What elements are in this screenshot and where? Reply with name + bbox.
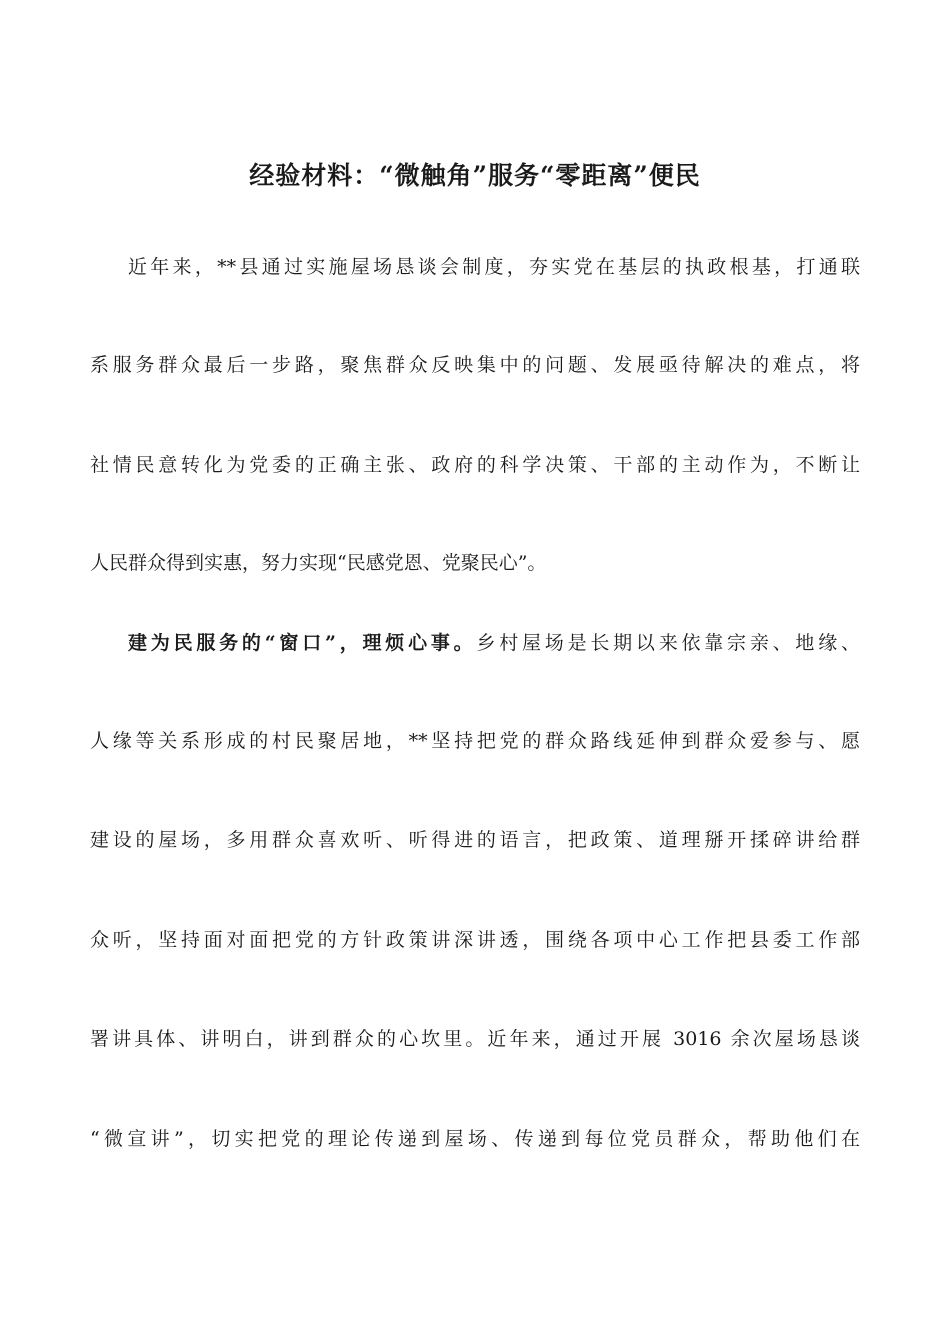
paragraph-line: 近年来，**县通过实施屋场恳谈会制度，夯实党在基层的执政根基，打通联 [128,256,860,278]
paragraph-line: 众听，坚持面对面把党的方针政策讲深讲透，围绕各项中心工作把县委工作部 [90,929,860,951]
paragraph-line-text: 乡村屋场是长期以来依靠宗亲、地缘、 [476,632,860,654]
paragraph-line: 社情民意转化为党委的正确主张、政府的科学决策、干部的主动作为，不断让 [90,454,860,476]
paragraph-line: 人民群众得到实惠，努力实现“民感党恩、党聚民心”。 [90,552,547,574]
paragraph-line [128,628,860,658]
paragraph-line: “微宣讲”，切实把党的理论传递到屋场、传递到每位党员群众，帮助他们在 [90,1128,860,1150]
paragraph-line: 系服务群众最后一步路，聚焦群众反映集中的问题、发展亟待解决的难点，将 [90,354,860,376]
paragraph-line: 建设的屋场，多用群众喜欢听、听得进的语言，把政策、道理掰开揉碎讲给群 [90,829,860,851]
paragraph-line: 署讲具体、讲明白，讲到群众的心坎里。近年来，通过开展 3016 余次屋场恳谈 [90,1028,860,1050]
paragraph-line: 人缘等关系形成的村民聚居地，**坚持把党的群众路线延伸到群众爱参与、愿 [90,730,860,752]
document-title: 经验材料：“微触角”服务“零距离”便民 [249,161,701,190]
paragraph-lead-heading: 建为民服务的“窗口”，理烦心事。 [128,632,477,654]
